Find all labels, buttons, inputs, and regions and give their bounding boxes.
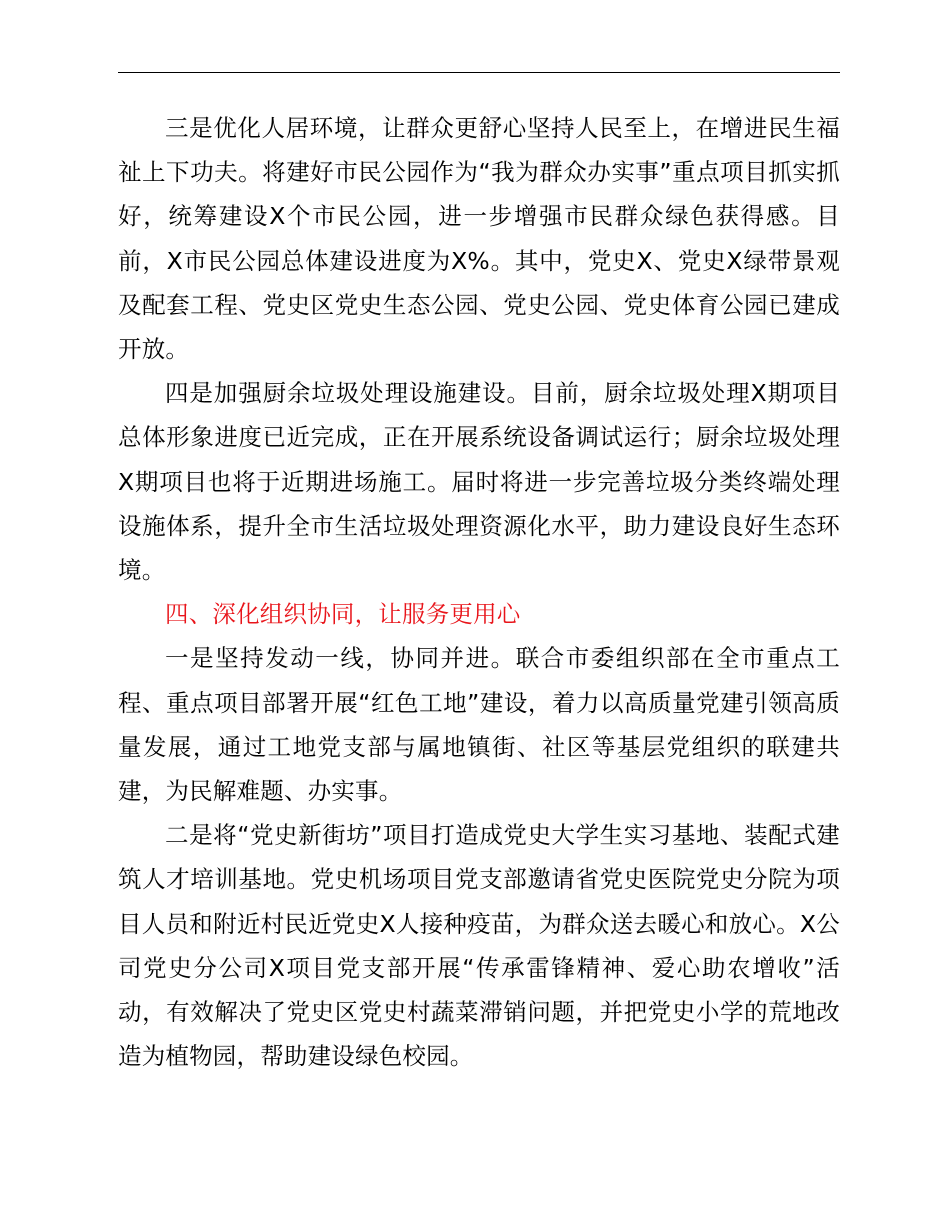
paragraph-kitchen-waste: 四是加强厨余垃圾处理设施建设。目前，厨余垃圾处理X期项目总体形象进度已近完成，正在开展系统设备调试运行；厨余垃圾处理X期项目也将于近期进场施工。届时将进一步完善垃圾分类终端处理设施体系，提升全市生活垃圾处理资源化水平，助力建设良好生态环境。 [118,379,840,585]
paragraph-living-environment: 三是优化人居环境，让群众更舒心坚持人民至上，在增进民生福祉上下功夫。将建好市民公园作为“我为群众办实事”重点项目抓实抓好，统筹建设X个市民公园，进一步增强市民群众绿色获得感。目前，X市民公园总体建设进度为X%。其中，党史X、党史X绿带景观及配套工程、党史区党史生态公园、党史公园、党史体育公园已建成开放。 [118,114,840,364]
paragraph-frontline: 一是坚持发动一线，协同并进。联合市委组织部在全市重点工程、重点项目部署开展“红色工地”建设，着力以高质量党建引领高质量发展，通过工地党支部与属地镇街、社区等基层党组织的联建共建，为民解难题、办实事。 [118,644,840,806]
document-body [118,106,840,1078]
paragraph-new-neighborhood: 二是将“党史新街坊”项目打造成党史大学生实习基地、装配式建筑人才培训基地。党史机场项目党支部邀请省党史医院党史分院为项目人员和附近村民近党史X人接种疫苗，为群众送去暖心和放心。X公司党史分公司X项目党支部开展“传承雷锋精神、爱心助农增收”活动，有效解决了党史区党史村蔬菜滞销问题，并把党史小学的荒地改造为植物园，帮助建设绿色校园。 [118,821,840,1071]
section-heading: 四、深化组织协同，让服务更用心 [165,600,521,629]
header-rule [118,72,840,73]
